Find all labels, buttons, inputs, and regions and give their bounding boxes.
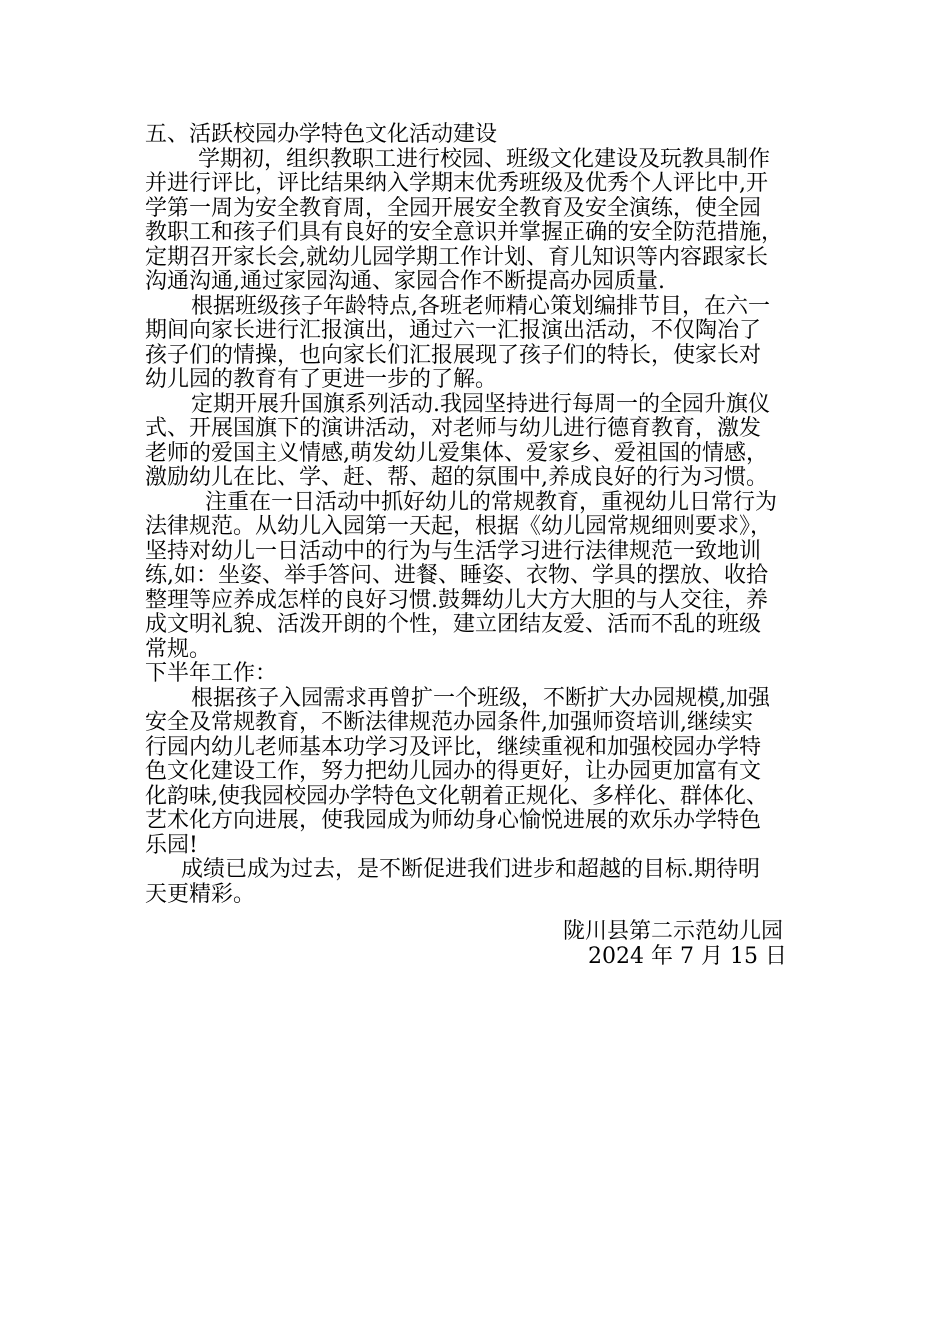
section-heading: 五、活跃校园办学特色文化活动建设: [145, 122, 498, 147]
paragraph-flag-raising: [145, 393, 855, 491]
paragraph-line: 并进行评比，评比结果纳入学期末优秀班级及优秀个人评比中,开: [145, 171, 768, 196]
paragraph-routine-education: [145, 491, 855, 663]
paragraph-line: 行园内幼儿老师基本功学习及评比，继续重视和加强校园办学特: [145, 734, 762, 760]
signature-organization: 陇川县第二示范幼儿园: [563, 919, 784, 944]
paragraph-line: 教职工和孩子们具有良好的安全意识并掌握正确的安全防范措施，: [145, 220, 784, 245]
paragraph-line: 孩子们的情操，也向家长们汇报展现了孩子们的特长，使家长对: [145, 342, 762, 368]
paragraph-line: 注重在一日活动中抓好幼儿的常规教育，重视幼儿日常行为: [205, 489, 778, 515]
paragraph-line: 乐园!: [145, 832, 198, 858]
paragraph-line: 学第一周为安全教育周，全园开展安全教育及安全演练，使全园: [145, 195, 762, 221]
paragraph-line: 安全及常规教育，不断法律规范办园条件,加强师资培训,继续实: [145, 710, 753, 735]
paragraph-line: 根据班级孩子年龄特点,各班老师精心策划编排节目，在六一: [191, 293, 770, 319]
paragraph-line: 根据孩子入园需求再曾扩一个班级，不断扩大办园规模,加强: [191, 685, 770, 711]
paragraph-children-day: [145, 295, 855, 393]
signature-date: 2024 年 7 月 15 日: [588, 944, 787, 969]
paragraph-second-half: [145, 687, 855, 859]
paragraph-line: 式、开展国旗下的演讲活动，对老师与幼儿进行德育教育，激发: [145, 416, 762, 441]
paragraph-line: 常规。: [145, 636, 212, 662]
second-half-heading: 下半年工作：: [145, 661, 278, 686]
paragraph-closing: [145, 858, 855, 907]
paragraph-line: 成文明礼貌、活泼开朗的个性，建立团结友爱、活而不乱的班级: [145, 612, 762, 637]
paragraph-line: 色文化建设工作，努力把幼儿园办的得更好，让办园更加富有文: [145, 759, 762, 784]
paragraph-line: 艺术化方向进展，使我园成为师幼身心愉悦进展的欢乐办学特色: [145, 808, 762, 833]
paragraph-line: 学期初，组织教职工进行校园、班级文化建设及玩教具制作: [198, 146, 771, 172]
paragraph-line: 天更精彩。: [145, 881, 256, 907]
paragraph-line: 老师的爱国主义情感,萌发幼儿爱集体、爱家乡、爱祖国的情感，: [145, 440, 768, 466]
paragraph-line: 整理等应养成怎样的良好习惯.鼓舞幼儿大方大胆的与人交往，养: [145, 587, 768, 613]
paragraph-line: 定期开展升国旗系列活动.我园坚持进行每周一的全园升旗仪: [191, 391, 770, 417]
paragraph-line: 沟通沟通,通过家园沟通、家园合作不断提高办园质量.: [145, 269, 665, 294]
paragraph-line: 成绩已成为过去，是不断促进我们进步和超越的目标.期待明: [181, 857, 760, 882]
paragraph-line: 幼儿园的教育有了更进一步的了解。: [145, 367, 498, 392]
paragraph-culture-building: [145, 148, 855, 295]
paragraph-line: 坚持对幼儿一日活动中的行为与生活学习进行法律规范一致地训: [145, 538, 762, 564]
paragraph-line: 化韵味,使我园校园办学特色文化朝着正规化、多样化、群体化、: [145, 783, 768, 809]
paragraph-line: 练,如：坐姿、举手答问、进餐、睡姿、衣物、学具的摆放、收拾: [145, 563, 768, 588]
document-body: [145, 123, 855, 907]
paragraph-line: 期间向家长进行汇报演出，通过六一汇报演出活动，不仅陶冶了: [145, 318, 762, 343]
paragraph-line: 定期召开家长会,就幼儿园学期工作计划、育儿知识等内容跟家长: [145, 244, 768, 270]
paragraph-line: 法律规范。从幼儿入园第一天起，根据《幼儿园常规细则要求》，: [145, 514, 773, 539]
paragraph-line: 激励幼儿在比、学、赶、帮、超的氛围中,养成良好的行为习惯。: [145, 465, 768, 490]
